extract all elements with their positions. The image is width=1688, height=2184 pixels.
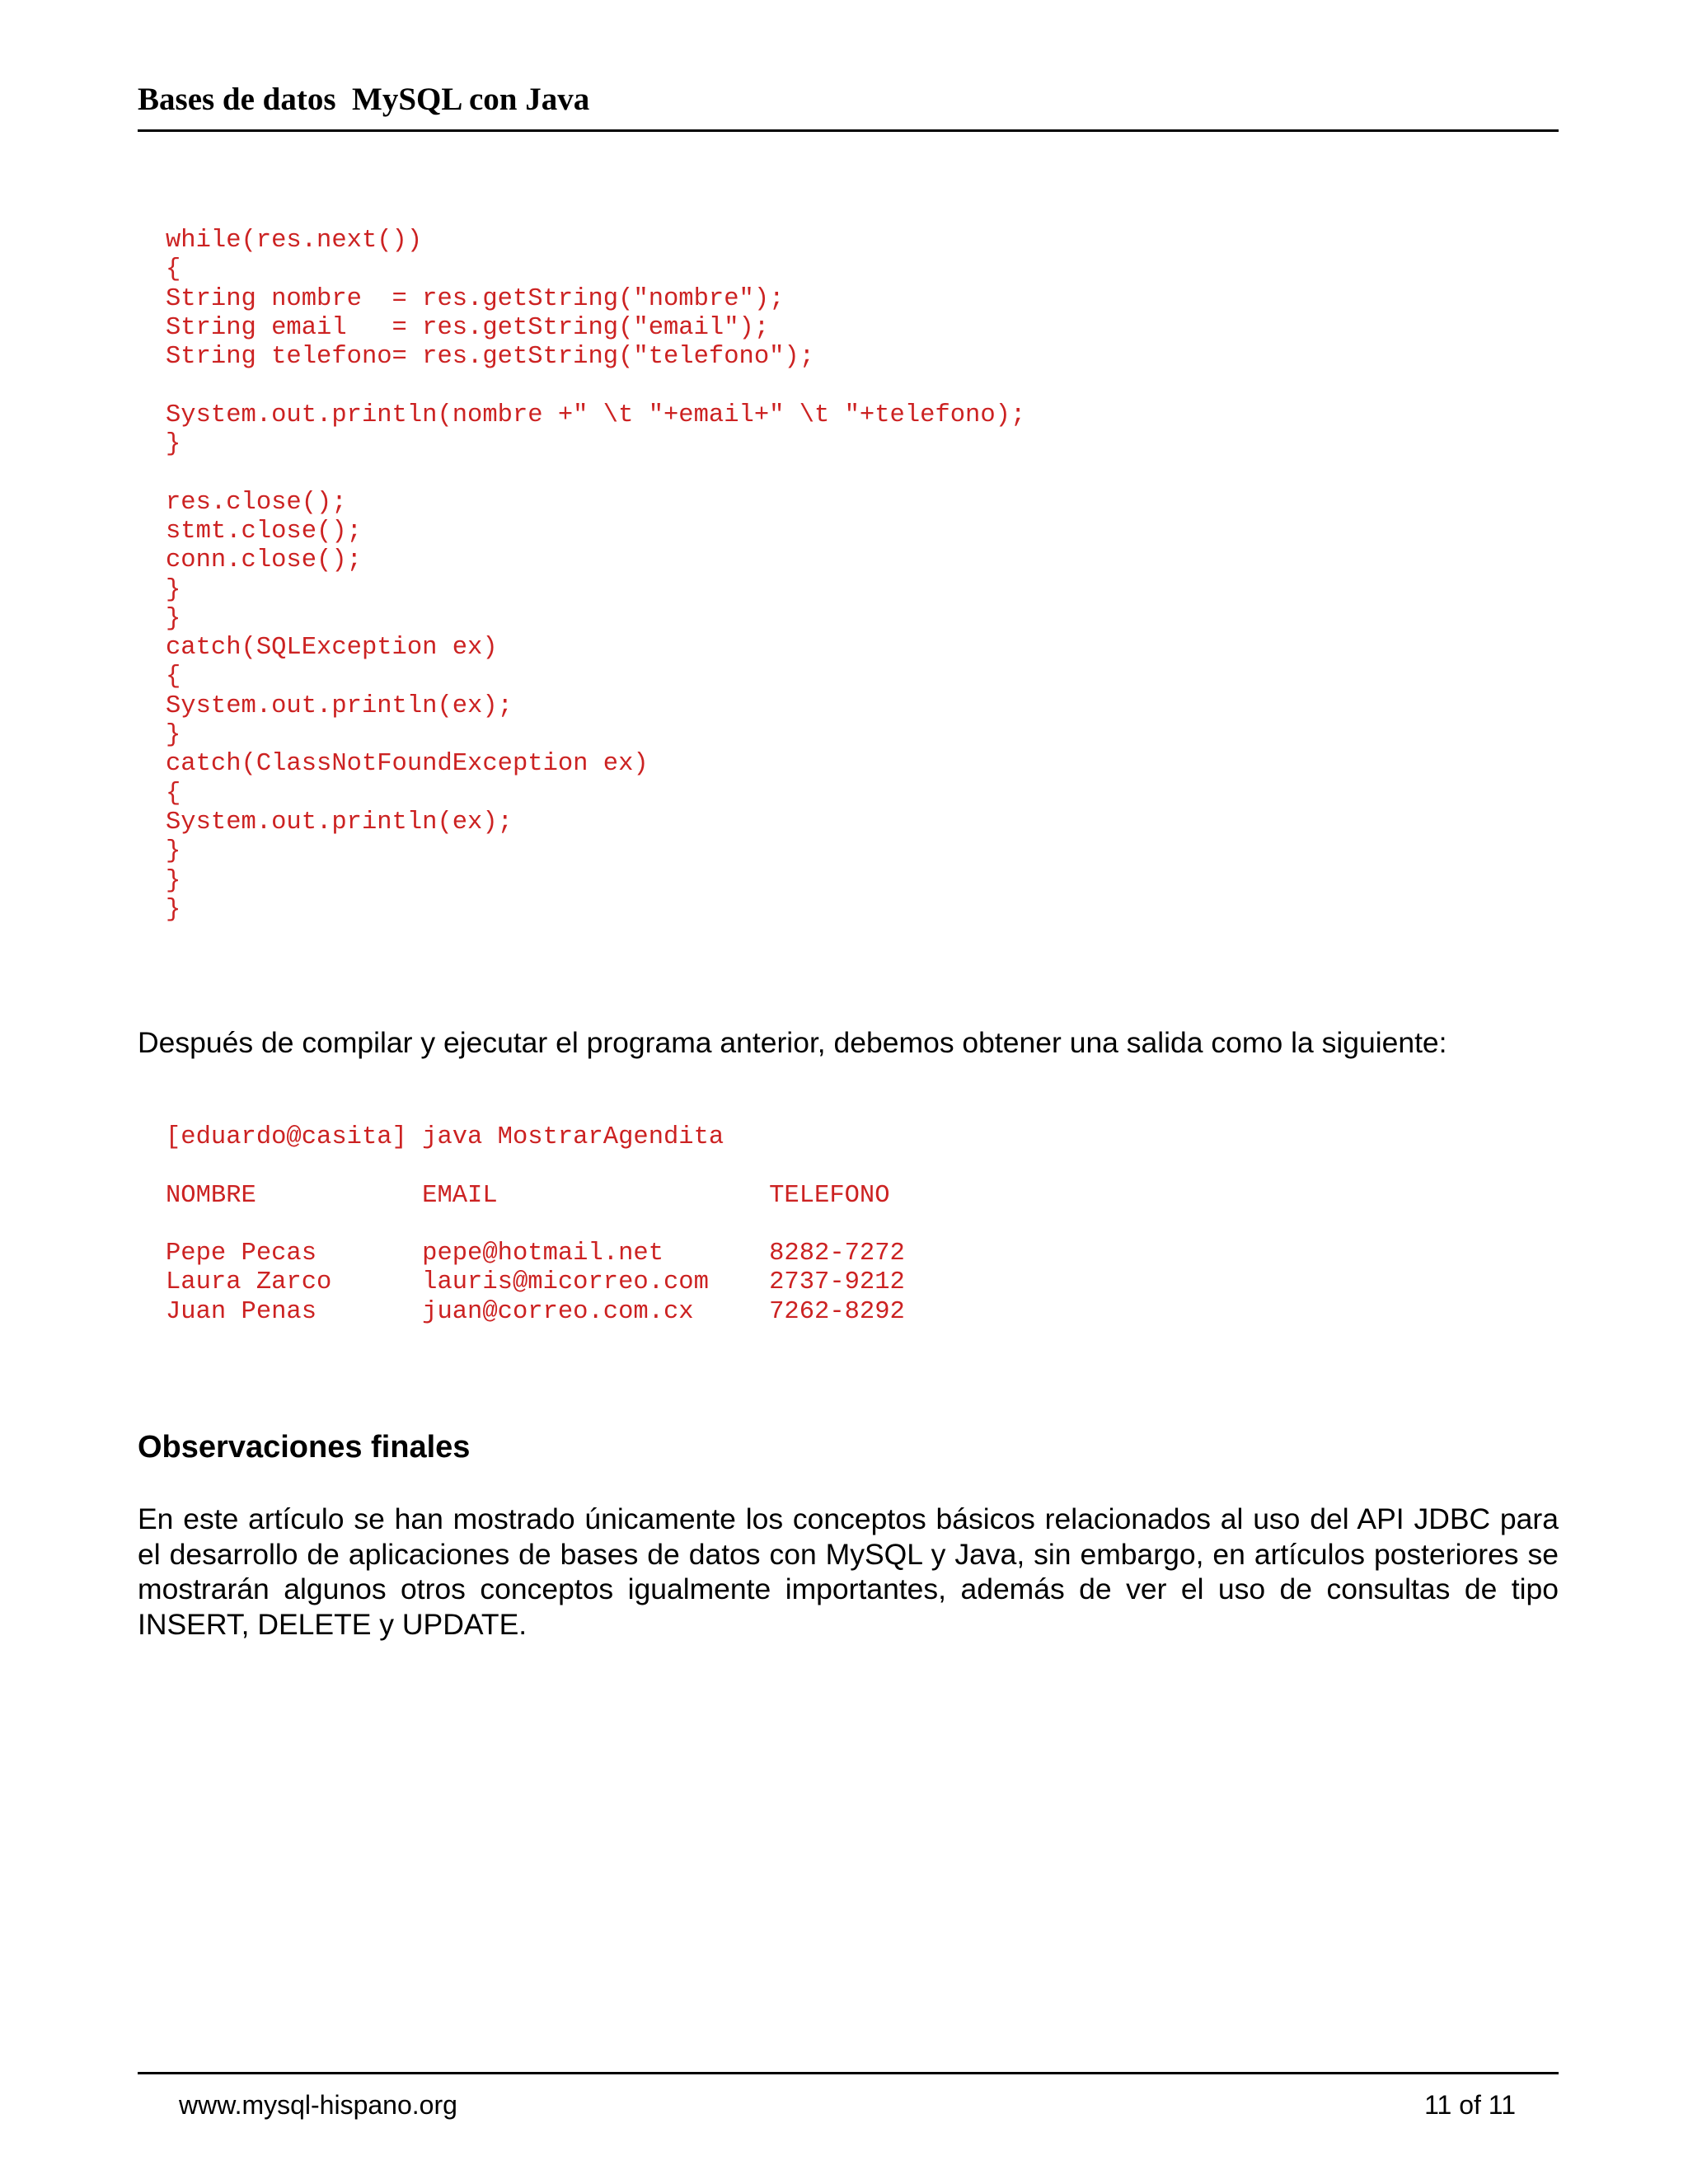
code-line: conn.close(); [166, 546, 362, 575]
code-line: } [166, 721, 181, 750]
code-line: { [166, 255, 181, 284]
code-line: stmt.close(); [166, 517, 362, 546]
code-line: } [166, 895, 181, 924]
code-line: while(res.next()) [166, 227, 423, 255]
footer-page-number: 11 of 11 [1424, 2090, 1516, 2120]
code-line: String telefono= res.getString("telefono"); [166, 343, 815, 372]
code-line: { [166, 779, 181, 808]
code-line: String email = res.getString("email"); [166, 313, 770, 342]
java-code-listing [166, 227, 1025, 925]
page-header-title: Bases de datos MySQL con Java [138, 82, 590, 117]
output-line: Juan Penas juan@correo.com.cx 7262-8292 [166, 1297, 905, 1326]
output-line [166, 1211, 905, 1240]
code-line [166, 372, 1025, 401]
output-line: Laura Zarco lauris@micorreo.com 2737-9212 [166, 1268, 905, 1297]
output-line: NOMBRE EMAIL TELEFONO [166, 1181, 890, 1210]
output-line [166, 1152, 905, 1181]
code-line: System.out.println(ex); [166, 691, 513, 720]
code-line: } [166, 866, 181, 895]
code-line: catch(ClassNotFoundException ex) [166, 750, 649, 779]
code-line [166, 459, 1025, 488]
code-line: String nombre = res.getString("nombre"); [166, 284, 785, 313]
section-body-paragraph: En este artículo se han mostrado únicamente los conceptos básicos relacionados al uso del API JDBC para el desarrollo de aplicaciones de bases de datos con MySQL y Java, sin embargo, en artículos posteriores se mostrarán algunos otros conceptos igualmente importantes, además de ver el uso de consultas de tipo INSERT, DELETE y UPDATE. [138, 1502, 1559, 1641]
intro-paragraph: Después de compilar y ejecutar el programa anterior, debemos obtener una salida como la siguiente: [138, 1026, 1447, 1059]
code-line: } [166, 604, 181, 633]
code-line: catch(SQLException ex) [166, 634, 498, 663]
code-line: } [166, 430, 181, 459]
code-line: System.out.println(ex); [166, 808, 513, 837]
code-line: { [166, 663, 181, 691]
section-heading: Observaciones finales [138, 1430, 471, 1465]
code-line: } [166, 837, 181, 866]
footer-rule [138, 2072, 1559, 2074]
code-line: res.close(); [166, 488, 347, 517]
program-output-listing [166, 1123, 905, 1327]
output-line: Pepe Pecas pepe@hotmail.net 8282-7272 [166, 1240, 905, 1268]
output-line: [eduardo@casita] java MostrarAgendita [166, 1123, 724, 1151]
code-line: System.out.println(nombre +" \t "+email+" \t "+telefono); [166, 401, 1026, 429]
code-line: } [166, 575, 181, 604]
header-rule [138, 129, 1559, 132]
footer-website: www.mysql-hispano.org [179, 2090, 457, 2120]
